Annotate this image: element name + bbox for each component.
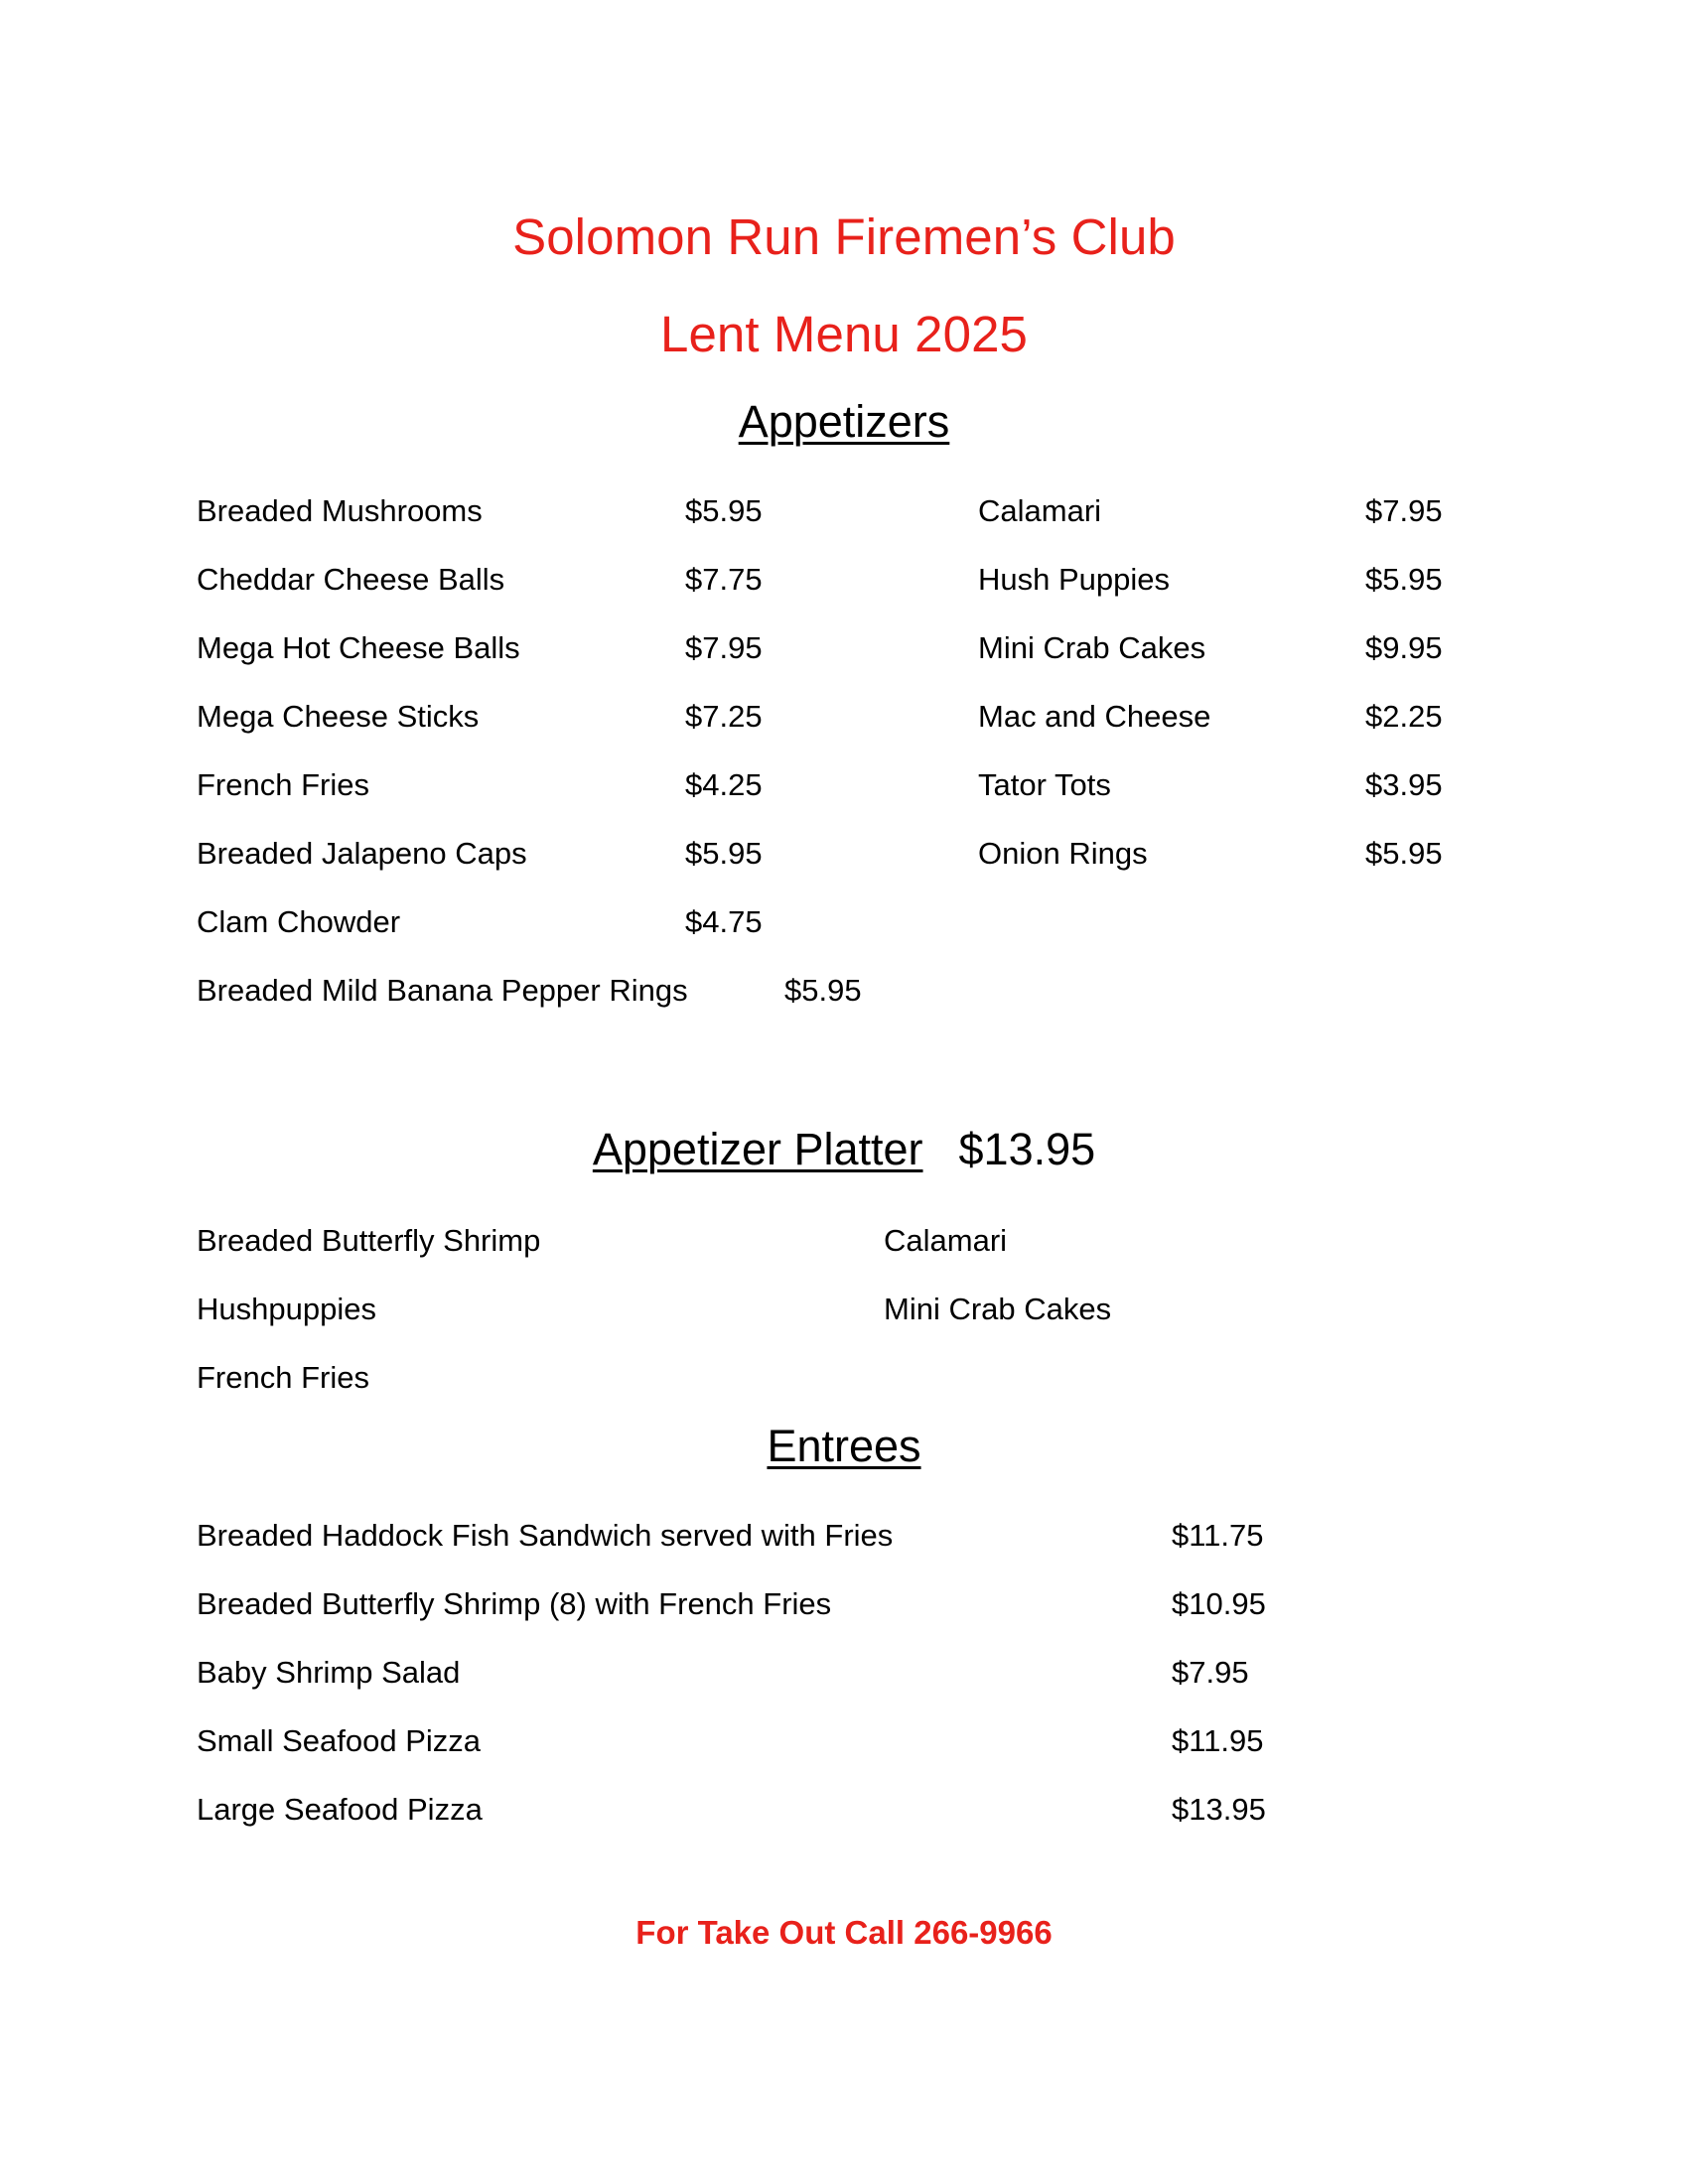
appetizer-name: Breaded Jalapeno Caps — [197, 836, 527, 871]
appetizer-price: $7.95 — [1365, 493, 1443, 528]
appetizer-price: $2.25 — [1365, 699, 1443, 734]
appetizer-price: $5.95 — [685, 493, 763, 528]
entree-row — [0, 1570, 1688, 1638]
entree-row — [0, 1638, 1688, 1706]
appetizer-row — [0, 751, 1688, 819]
footer — [0, 1911, 1688, 1955]
appetizer-row — [0, 887, 1688, 956]
appetizer-price: $3.95 — [1365, 767, 1443, 802]
appetizer-price: $7.25 — [685, 699, 763, 734]
takeout-phone-text: For Take Out Call 266-9966 — [635, 1914, 1053, 1951]
appetizer-price: $5.95 — [1365, 836, 1443, 871]
appetizer-name: Mac and Cheese — [978, 699, 1211, 734]
appetizer-platter-item: Calamari — [884, 1223, 1008, 1258]
appetizer-price: $4.25 — [685, 767, 763, 802]
appetizer-platter-item: French Fries — [197, 1360, 369, 1395]
appetizer-price: $5.95 — [685, 836, 763, 871]
entree-name: Breaded Haddock Fish Sandwich served with Fries — [197, 1518, 894, 1553]
appetizer-price: $5.95 — [784, 973, 862, 1008]
entree-row — [0, 1501, 1688, 1570]
appetizer-name: Mega Hot Cheese Balls — [197, 630, 520, 665]
appetizer-platter-row — [0, 1343, 1688, 1412]
entree-price: $10.95 — [1172, 1586, 1266, 1621]
appetizer-name: French Fries — [197, 767, 369, 802]
appetizer-platter-item: Breaded Butterfly Shrimp — [197, 1223, 541, 1258]
entrees-heading-text: Entrees — [767, 1421, 921, 1471]
appetizer-price: $9.95 — [1365, 630, 1443, 665]
appetizer-price: $5.95 — [1365, 562, 1443, 597]
appetizer-name: Mini Crab Cakes — [978, 630, 1206, 665]
entrees-section-heading — [0, 1422, 1688, 1471]
appetizer-name: Calamari — [978, 493, 1102, 528]
appetizer-platter-heading-text: Appetizer Platter — [592, 1124, 923, 1174]
appetizer-name: Tator Tots — [978, 767, 1111, 802]
appetizer-row — [0, 682, 1688, 751]
appetizer-platter-item: Mini Crab Cakes — [884, 1292, 1112, 1326]
entree-price: $11.75 — [1172, 1518, 1264, 1553]
entree-price: $7.95 — [1172, 1655, 1249, 1690]
appetizer-platter-price: $13.95 — [958, 1124, 1096, 1174]
appetizer-platter-item: Hushpuppies — [197, 1292, 376, 1326]
appetizer-platter-row — [0, 1206, 1688, 1275]
appetizer-price: $7.75 — [685, 562, 763, 597]
appetizer-name: Breaded Mushrooms — [197, 493, 483, 528]
club-name-title: Solomon Run Firemen’s Club — [512, 208, 1176, 265]
appetizers-list — [0, 477, 1688, 1024]
appetizer-row — [0, 956, 1688, 1024]
entree-name: Small Seafood Pizza — [197, 1723, 482, 1758]
appetizer-name: Breaded Mild Banana Pepper Rings — [197, 973, 688, 1008]
appetizer-row — [0, 477, 1688, 545]
appetizer-name: Clam Chowder — [197, 904, 401, 939]
entree-row — [0, 1775, 1688, 1843]
appetizer-name: Hush Puppies — [978, 562, 1171, 597]
appetizer-price: $7.95 — [685, 630, 763, 665]
appetizer-name: Mega Cheese Sticks — [197, 699, 480, 734]
appetizer-platter-list — [0, 1206, 1688, 1412]
appetizer-platter-row — [0, 1275, 1688, 1343]
menu-subtitle: Lent Menu 2025 — [659, 306, 1029, 362]
entree-name: Baby Shrimp Salad — [197, 1655, 461, 1690]
entree-name: Large Seafood Pizza — [197, 1792, 483, 1827]
appetizer-platter-section-heading — [0, 1125, 1688, 1174]
appetizer-price: $4.75 — [685, 904, 763, 939]
entrees-list — [0, 1501, 1688, 1843]
entree-price: $13.95 — [1172, 1792, 1266, 1827]
entree-price: $11.95 — [1172, 1723, 1264, 1758]
appetizer-name: Cheddar Cheese Balls — [197, 562, 505, 597]
appetizer-row — [0, 614, 1688, 682]
appetizers-heading-text: Appetizers — [738, 396, 950, 447]
appetizers-section-heading — [0, 397, 1688, 447]
appetizer-name: Onion Rings — [978, 836, 1148, 871]
appetizer-row — [0, 545, 1688, 614]
appetizer-row — [0, 819, 1688, 887]
entree-name: Breaded Butterfly Shrimp (8) with French Fries — [197, 1586, 832, 1621]
menu-title-block — [0, 189, 1688, 383]
entree-row — [0, 1706, 1688, 1775]
